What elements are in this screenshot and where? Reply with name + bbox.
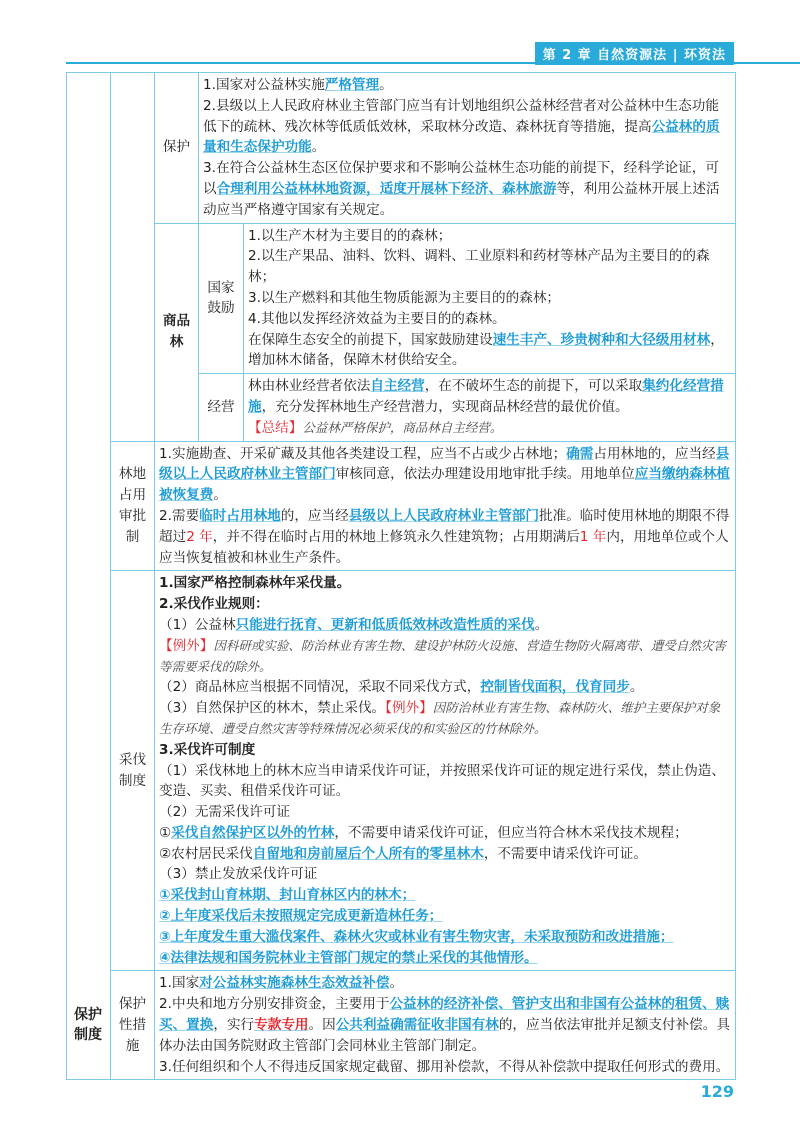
page-header: [0, 40, 800, 64]
row-label-commercial: 商品林: [155, 223, 199, 441]
row-label-measures: 保护性措施: [111, 971, 155, 1080]
logging-content: 1.国家严格控制森林年采伐量。 2.采伐作业规则： （1）公益林只能进行抚育、更新和低质低效林改造性质的采伐。 【例外】因科研或实验、防治林业有害生物、建设护林防火设施、营造生物防火隔离带、遭受自然灾害等需要采伐的除外。 （2）商品林应当根据不同情况，采取不同采伐方式，控制皆伐面积，伐育同步。 （3）自然保护区的林木，禁止采伐。【例外】因防治林业有害生物、森林防火、维护主要保护对象生存环境、遭受自然灾害等特殊情况必须采伐的和实验区的竹林除外。 3.采伐许可制度 （1）采伐林地上的林木应当申请采伐许可证，并按照采伐许可证的规定进行采伐，禁止伪造、变造、买卖、租借采伐许可证。 （2）无需采伐许可证 ①采伐自然保护区以外的竹林，不需要申请采伐许可证，但应当符合林木采伐技术规程； ②农村居民采伐自留地和房前屋后个人所有的零星林木，不需要申请采伐许可证。 （3）禁止发放采伐许可证 ①采伐封山育林期、封山育林区内的林木； ②上年度采伐后未按照规定完成更新造林任务； ③上年度发生重大滥伐案件、森林火灾或林业有害生物灾害，未采取预防和改进措施； ④法律法规和国务院林业主管部门规定的禁止采伐的其他情形。: [155, 571, 736, 971]
commercial-operate-row: [199, 374, 736, 441]
protect-content: 1.国家对公益林实施严格管理。 2.县级以上人民政府林业主管部门应当有计划地组织公益林经营者对公益林中生态功能低下的疏林、残次林等低质低效林，采取林分改造、森林抚育等措施，提高公益林的质量和生态保护功能。 3.在符合公益林生态区位保护要求和不影响公益林生态功能的前提下，经科学论证，可以合理利用公益林林地资源，适度开展林下经济、森林旅游等，利用公益林开展上述活动应当严格遵守国家有关规定。: [199, 73, 736, 224]
law-table: [66, 72, 736, 1080]
row-label-logging: 采伐制度: [111, 571, 155, 971]
operate-content: 林由林业经营者依法自主经营，在不破坏生态的前提下，可以采取集约化经营措施，充分发挥林地生产经营潜力，实现商品林经营的最优价值。 【总结】公益林严格保护，商品林自主经营。: [248, 378, 724, 436]
label-encourage: 国家鼓励: [199, 224, 244, 374]
encourage-content: 1.以生产木材为主要目的的森林； 2.以生产果品、油料、饮料、调料、工业原料和药材等林产品为主要目的的森林； 3.以生产燃料和其他生物质能源为主要目的的森林； 4.其他以发挥经济效益为主要目的的森林。 在保障生态安全的前提下，国家鼓励建设速生丰产、珍贵树种和大径级用材林，增加林木储备，保障木材供给安全。: [248, 227, 724, 369]
row-label-protect: 保护: [155, 73, 199, 224]
land-content: 1.实施勘查、开采矿藏及其他各类建设工程，应当不占或少占林地；确需占用林地的，应当经县级以上人民政府林业主管部门审核同意，依法办理建设用地审批手续。用地单位应当缴纳森林植被恢复费。 2.需要临时占用林地的，应当经县级以上人民政府林业主管部门批准。临时使用林地的期限不得超过2 年，并不得在临时占用的林地上修筑永久性建筑物；占用期满后1 年内，用地单位或个人应当恢复植被和林业生产条件。: [155, 441, 736, 571]
row-label-land: 林地占用审批制: [111, 441, 155, 571]
measures-content: 1.国家对公益林实施森林生态效益补偿。 2.中央和地方分别安排资金，主要用于公益林的经济补偿、管护支出和非国有公益林的租赁、赎买、置换，实行专款专用。因公共利益确需征收非国有林的，应当依法审批并足额支付补偿。具体办法由国务院财政主管部门会同林业主管部门制定。 3.任何组织和个人不得违反国家规定截留、挪用补偿款，不得从补偿款中提取任何形式的费用。: [155, 971, 736, 1080]
page-number: 129: [700, 1082, 734, 1101]
commercial-encourage-row: [199, 223, 736, 374]
section-cell-empty: [67, 73, 111, 1080]
chapter-title: 第 2 章 自然资源法 | 环资法: [535, 42, 734, 65]
label-operate: 经营: [199, 374, 244, 440]
summary-tag: 【总结】: [248, 419, 303, 436]
summary-text: 公益林严格保护，商品林自主经营。: [302, 419, 503, 435]
subsection-cell-empty: [111, 73, 155, 442]
section-label-protection: 保护制度: [74, 1007, 102, 1044]
